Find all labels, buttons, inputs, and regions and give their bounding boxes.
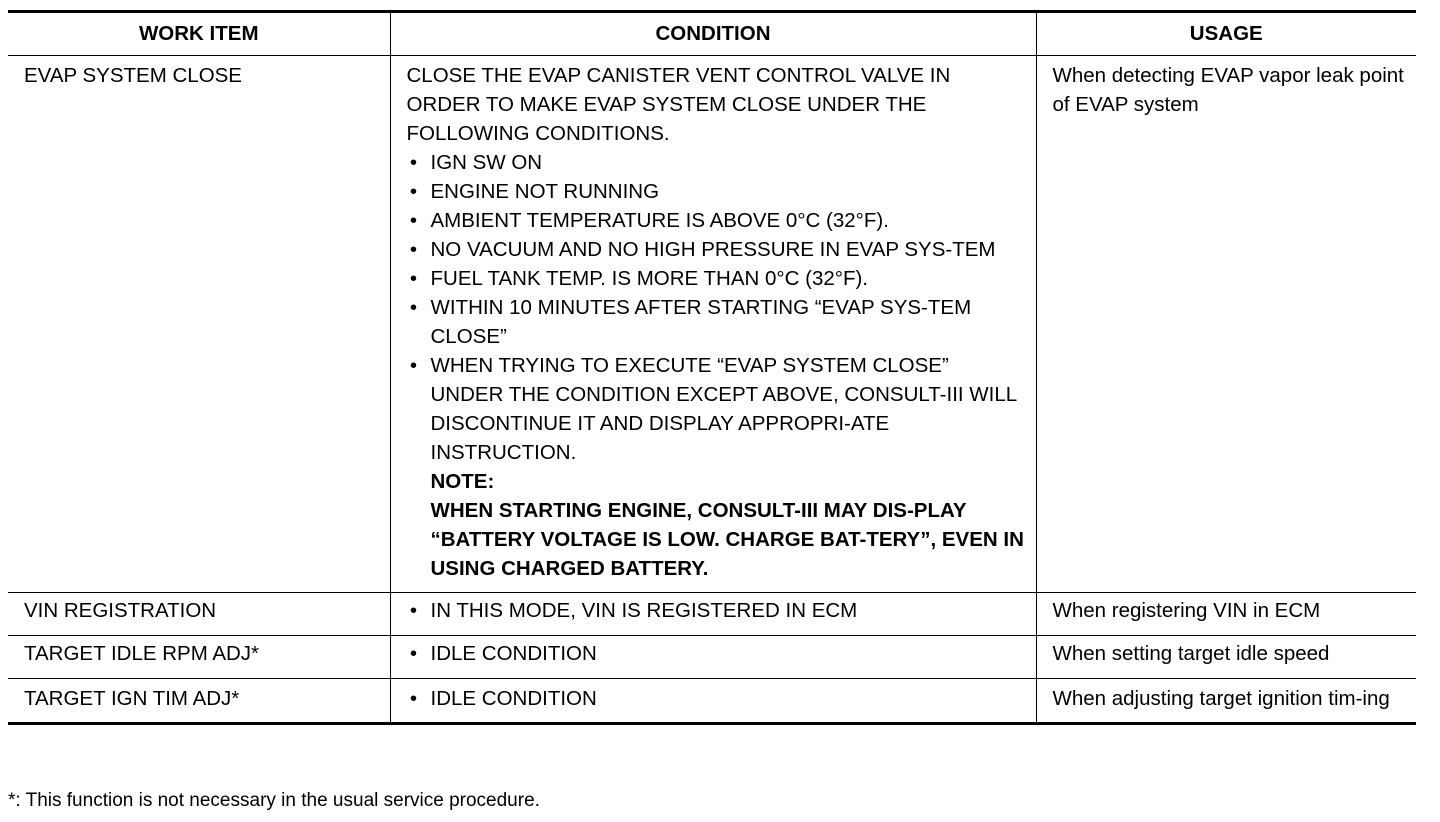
header-condition: CONDITION [390,13,1036,56]
condition-list [407,684,1026,713]
condition-text: ENGINE NOT RUNNING [430,180,660,203]
list-item [407,596,1026,625]
work-item-cell: TARGET IGN TIM ADJ* [8,679,390,723]
table-row [8,593,1416,636]
usage-cell: When adjusting target ignition tim-ing [1036,679,1416,723]
bullet-icon: • [409,354,418,377]
condition-list [407,639,1026,668]
condition-cell [390,679,1036,723]
usage-cell: When detecting EVAP vapor leak point of EVAP system [1036,56,1416,593]
table-row [8,56,1416,593]
bullet-icon: • [409,687,418,710]
bullet-icon: • [409,180,418,203]
bullet-icon: • [409,238,418,261]
condition-text: IDLE CONDITION [430,642,597,665]
list-item [407,293,1026,351]
usage-cell: When registering VIN in ECM [1036,593,1416,636]
bullet-icon: • [409,209,418,232]
bullet-icon: • [409,267,418,290]
header-work-item: WORK ITEM [8,13,390,56]
table-row [8,679,1416,723]
footnote: *: This function is not necessary in the usual service procedure. [8,790,540,811]
bullet-icon: • [409,642,418,665]
work-item-cell: VIN REGISTRATION [8,593,390,636]
list-item [407,177,1026,206]
list-item [407,235,1026,264]
condition-cell [390,56,1036,593]
bullet-icon: • [409,296,418,319]
condition-text: IGN SW ON [430,151,543,174]
bullet-icon: • [409,599,418,622]
list-item [407,264,1026,293]
condition-text: IDLE CONDITION [430,687,597,710]
table-header-row [8,13,1416,56]
condition-text: IN THIS MODE, VIN IS REGISTERED IN ECM [430,599,858,622]
list-item [407,684,1026,713]
work-item-cell: EVAP SYSTEM CLOSE [24,64,242,87]
table-row [8,636,1416,679]
list-item [407,206,1026,235]
list-item [407,148,1026,177]
bullet-icon: • [409,151,418,174]
work-item-cell: TARGET IDLE RPM ADJ* [8,636,390,679]
condition-cell [390,636,1036,679]
condition-list [407,148,1026,583]
condition-text: NO VACUUM AND NO HIGH PRESSURE IN EVAP SYS-TEM [430,238,996,261]
note-label: NOTE: [430,470,495,493]
note-text: WHEN STARTING ENGINE, CONSULT-III MAY DIS-PLAY “BATTERY VOLTAGE IS LOW. CHARGE BAT-TERY”, EVEN IN USING CHARGED BATTERY. [430,499,1024,580]
header-usage: USAGE [1036,13,1416,56]
condition-cell [390,593,1036,636]
condition-text: AMBIENT TEMPERATURE IS ABOVE 0°C (32°F). [430,209,889,232]
condition-text: WHEN TRYING TO EXECUTE “EVAP SYSTEM CLOSE” UNDER THE CONDITION EXCEPT ABOVE, CONSULT-III WILL DISCONTINUE IT AND DISPLAY APPROPRI-ATE INSTRUCTION. [430,354,1017,464]
list-item [407,639,1026,668]
condition-intro: CLOSE THE EVAP CANISTER VENT CONTROL VALVE IN ORDER TO MAKE EVAP SYSTEM CLOSE UNDER THE FOLLOWING CONDITIONS. [406,64,951,145]
list-item [407,351,1026,583]
condition-text: FUEL TANK TEMP. IS MORE THAN 0°C (32°F). [430,267,868,290]
condition-text: WITHIN 10 MINUTES AFTER STARTING “EVAP SYS-TEM CLOSE” [430,296,972,348]
condition-list [407,596,1026,625]
work-support-table [8,10,1416,725]
usage-cell: When setting target idle speed [1036,636,1416,679]
